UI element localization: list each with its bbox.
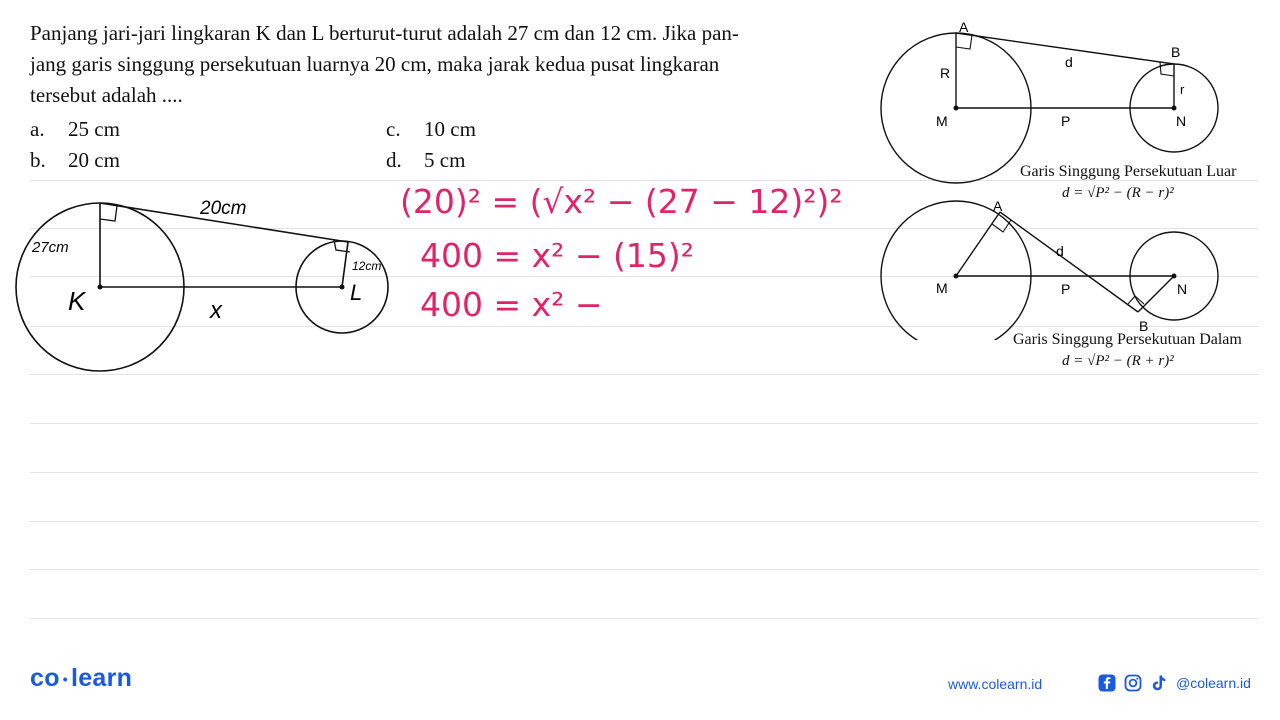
tangent-label: 20cm: [200, 198, 247, 219]
point-n: [1172, 106, 1177, 111]
circle-m: [881, 201, 1031, 340]
label-a: A: [959, 19, 969, 35]
ruled-line: [30, 569, 1258, 570]
sketch-diagram: [0, 170, 410, 380]
point-n: [1172, 274, 1177, 279]
logo-text-right: learn: [70, 664, 133, 692]
work-line-2: 400 = x² − (15)²: [420, 236, 694, 275]
center-k-dot: [98, 285, 103, 290]
colearn-logo: [30, 664, 132, 693]
radius-nb: [1138, 276, 1174, 312]
right-angle-mark: [956, 35, 972, 49]
label-n: N: [1176, 113, 1187, 129]
option-text: 20 cm: [68, 148, 120, 172]
label-r-small: r: [1180, 82, 1185, 97]
website-link[interactable]: www.colearn.id: [948, 676, 1043, 692]
ruled-line: [30, 423, 1258, 424]
center-l-dot: [340, 285, 345, 290]
tangent-d: [1000, 212, 1138, 312]
label-p: P: [1061, 113, 1071, 129]
small-radius-label: 12cm: [352, 259, 382, 273]
big-radius-label: 27cm: [32, 239, 69, 256]
label-d: d: [1056, 243, 1064, 259]
label-n: N: [1177, 281, 1188, 297]
radius-ma: [956, 212, 1000, 276]
label-d: d: [1065, 54, 1073, 70]
point-m: [954, 106, 959, 111]
inner-caption: Garis Singgung Persekutuan Dalam: [1013, 331, 1242, 348]
ruled-line: [30, 472, 1258, 473]
center-k-label: K: [68, 286, 86, 316]
logo-dot: •: [62, 671, 68, 688]
radius-l: [342, 242, 348, 287]
outer-caption: Garis Singgung Persekutuan Luar: [1020, 163, 1237, 180]
logo-text-left: co: [30, 664, 60, 692]
social-links: [1098, 674, 1251, 692]
ruled-line: [30, 618, 1258, 619]
inner-formula: d = √P² − (R + r)²: [1062, 353, 1174, 369]
outer-formula: d = √P² − (R − r)²: [1062, 185, 1174, 201]
option-label: d.: [386, 148, 402, 172]
right-angle-mark: [100, 206, 117, 221]
label-p: P: [1061, 281, 1071, 297]
label-b: B: [1171, 44, 1181, 60]
work-line-1: (20)² = (√x² − (27 − 12)²)²: [400, 182, 843, 221]
label-m: M: [936, 113, 948, 129]
question-line: jang garis singgung persekutuan luarnya 20 cm, maka jarak kedua pusat lingkaran: [30, 52, 720, 76]
social-handle[interactable]: @colearn.id: [1176, 675, 1251, 691]
option-label: b.: [30, 148, 46, 172]
option-label: c.: [386, 117, 401, 141]
inner-tangent-diagram: [870, 190, 1270, 340]
label-a: A: [993, 198, 1003, 214]
option-a[interactable]: [30, 115, 120, 143]
question-line: tersebut adalah ....: [30, 83, 183, 107]
distance-label: x: [210, 297, 222, 324]
ruled-line: [30, 521, 1258, 522]
label-m: M: [936, 280, 948, 296]
label-b: B: [1139, 318, 1149, 334]
question-text: [30, 18, 890, 111]
instagram-icon[interactable]: [1124, 674, 1142, 692]
facebook-icon[interactable]: [1098, 674, 1116, 692]
option-text: 10 cm: [424, 117, 476, 141]
question-line: Panjang jari-jari lingkaran K dan L berturut-turut adalah 27 cm dan 12 cm. Jika pan-: [30, 21, 739, 45]
option-label: a.: [30, 117, 45, 141]
option-text: 25 cm: [68, 117, 120, 141]
point-m: [954, 274, 959, 279]
right-angle-mark: [1128, 296, 1144, 304]
tiktok-icon[interactable]: [1150, 674, 1168, 692]
label-r-big: R: [940, 65, 951, 81]
option-text: 5 cm: [424, 148, 466, 172]
option-c[interactable]: [386, 115, 476, 143]
center-l-label: L: [350, 280, 363, 305]
work-line-3: 400 = x² −: [420, 285, 603, 324]
